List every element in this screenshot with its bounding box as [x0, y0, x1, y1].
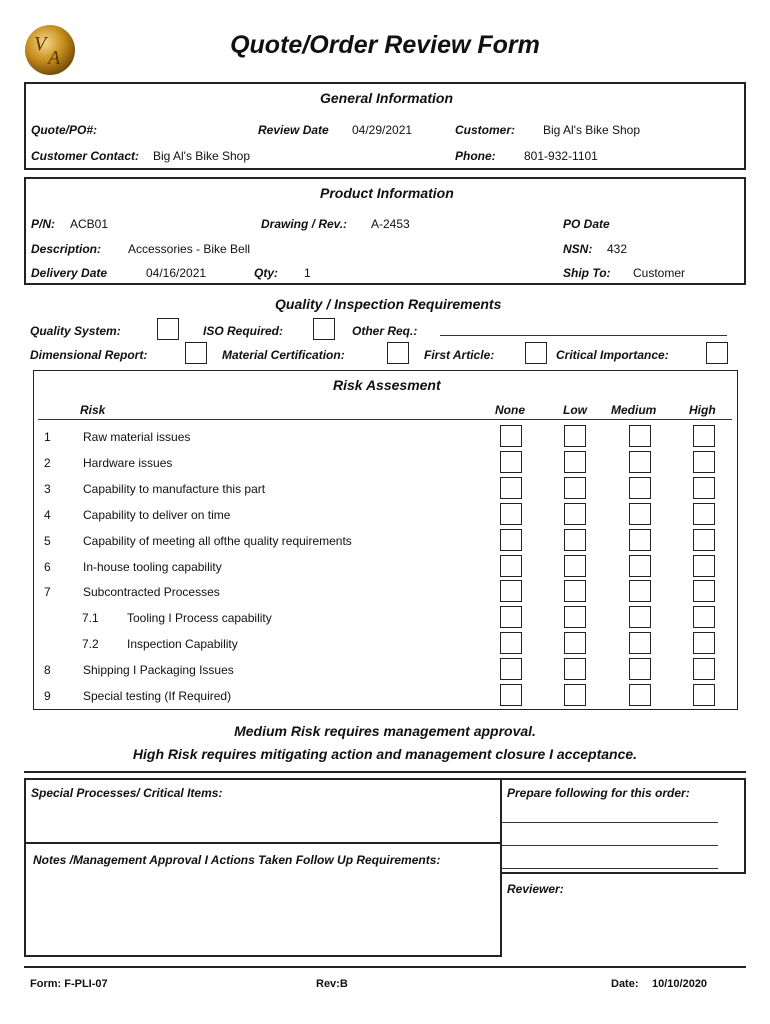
- customer-contact-value[interactable]: Big Al's Bike Shop: [153, 149, 251, 163]
- risk-medium-checkbox[interactable]: [629, 684, 651, 706]
- quote-po-label: Quote/PO#:: [31, 123, 98, 137]
- risk-row-label: Inspection Capability: [127, 637, 238, 652]
- special-processes-label: Special Processes/ Critical Items:: [31, 786, 223, 800]
- critical-importance-checkbox[interactable]: [706, 342, 728, 364]
- risk-row-label: In-house tooling capability: [83, 559, 222, 574]
- prepare-label: Prepare following for this order:: [507, 786, 690, 800]
- risk-high-checkbox[interactable]: [693, 632, 715, 654]
- risk-low-checkbox[interactable]: [564, 477, 586, 499]
- medium-column-header: Medium: [611, 403, 657, 417]
- risk-medium-checkbox[interactable]: [629, 503, 651, 525]
- svg-text:V: V: [34, 33, 47, 55]
- quality-heading: Quality / Inspection Requirements: [275, 296, 502, 312]
- footer-date-value: 10/10/2020: [652, 978, 708, 990]
- risk-row-label: Capability to deliver on time: [83, 507, 231, 522]
- risk-row-label: Hardware issues: [83, 455, 173, 470]
- form-number: Form: F-PLI-07: [30, 978, 108, 990]
- pn-value[interactable]: ACB01: [70, 217, 109, 231]
- dimensional-report-checkbox[interactable]: [185, 342, 207, 364]
- risk-row-label: Subcontracted Processes: [83, 585, 220, 600]
- risk-low-checkbox[interactable]: [564, 529, 586, 551]
- risk-low-checkbox[interactable]: [564, 555, 586, 577]
- risk-low-checkbox[interactable]: [564, 684, 586, 706]
- iso-required-checkbox[interactable]: [313, 318, 335, 340]
- risk-none-checkbox[interactable]: [500, 477, 522, 499]
- risk-row-number: 9: [44, 689, 51, 703]
- risk-high-checkbox[interactable]: [693, 451, 715, 473]
- prepare-line-3[interactable]: [502, 868, 718, 869]
- risk-medium-checkbox[interactable]: [629, 451, 651, 473]
- risk-low-checkbox[interactable]: [564, 658, 586, 680]
- customer-contact-label: Customer Contact:: [31, 149, 140, 163]
- general-info-heading: General Information: [320, 90, 454, 106]
- qty-value[interactable]: 1: [304, 266, 311, 280]
- risk-row-label: Capability of meeting all ofthe quality requirements: [83, 533, 352, 548]
- risk-row-label: Capability to manufacture this part: [83, 481, 266, 496]
- risk-medium-checkbox[interactable]: [629, 658, 651, 680]
- product-info-heading: Product Information: [320, 185, 454, 201]
- risk-none-checkbox[interactable]: [500, 425, 522, 447]
- risk-row-number: 6: [44, 559, 51, 574]
- description-value[interactable]: Accessories - Bike Bell: [128, 242, 251, 256]
- reviewer-label: Reviewer:: [507, 882, 564, 896]
- footer-date-label: Date:: [611, 978, 639, 990]
- risk-header-divider: [38, 419, 732, 420]
- risk-column-header: Risk: [80, 403, 106, 417]
- drawing-rev-value[interactable]: A-2453: [371, 217, 410, 231]
- risk-low-checkbox[interactable]: [564, 632, 586, 654]
- risk-row-label: Shipping I Packaging Issues: [83, 663, 234, 678]
- none-column-header: None: [495, 403, 525, 417]
- risk-none-checkbox[interactable]: [500, 632, 522, 654]
- risk-high-checkbox[interactable]: [693, 606, 715, 628]
- risk-high-checkbox[interactable]: [693, 477, 715, 499]
- risk-low-checkbox[interactable]: [564, 606, 586, 628]
- delivery-date-value[interactable]: 04/16/2021: [146, 266, 207, 280]
- risk-heading: Risk Assesment: [333, 377, 441, 393]
- risk-row-label: Special testing (If Required): [83, 689, 232, 703]
- po-date-label: PO Date: [563, 217, 610, 231]
- risk-none-checkbox[interactable]: [500, 503, 522, 525]
- risk-medium-checkbox[interactable]: [629, 580, 651, 602]
- svg-text:A: A: [48, 47, 61, 69]
- other-req-label: Other Req.:: [352, 324, 418, 338]
- ship-to-label: Ship To:: [563, 266, 611, 280]
- review-date-label: Review Date: [258, 123, 329, 137]
- risk-low-checkbox[interactable]: [564, 580, 586, 602]
- phone-label: Phone:: [455, 149, 496, 163]
- critical-importance-label: Critical Importance:: [556, 348, 669, 362]
- risk-low-checkbox[interactable]: [564, 451, 586, 473]
- risk-row-number: 1: [44, 430, 51, 444]
- risk-row-number: 3: [44, 481, 51, 496]
- quality-system-label: Quality System:: [30, 324, 121, 338]
- risk-high-checkbox[interactable]: [693, 503, 715, 525]
- risk-none-checkbox[interactable]: [500, 606, 522, 628]
- iso-required-label: ISO Required:: [203, 324, 284, 338]
- nsn-label: NSN:: [563, 242, 593, 256]
- material-cert-checkbox[interactable]: [387, 342, 409, 364]
- risk-none-checkbox[interactable]: [500, 684, 522, 706]
- page-title: Quote/Order Review Form: [230, 31, 540, 59]
- first-article-label: First Article:: [424, 348, 495, 362]
- quality-system-checkbox[interactable]: [157, 318, 179, 340]
- risk-medium-checkbox[interactable]: [629, 632, 651, 654]
- risk-none-checkbox[interactable]: [500, 451, 522, 473]
- risk-high-checkbox[interactable]: [693, 658, 715, 680]
- risk-none-checkbox[interactable]: [500, 580, 522, 602]
- low-column-header: Low: [563, 403, 587, 417]
- risk-none-checkbox[interactable]: [500, 555, 522, 577]
- risk-row-number: 2: [44, 455, 51, 470]
- description-label: Description:: [31, 242, 102, 256]
- risk-high-checkbox[interactable]: [693, 580, 715, 602]
- pn-label: P/N:: [31, 217, 55, 231]
- risk-medium-checkbox[interactable]: [629, 477, 651, 499]
- high-risk-note: High Risk requires mitigating action and management closure I acceptance.: [132, 746, 638, 762]
- material-cert-label: Material Certification:: [222, 348, 345, 362]
- risk-row-label: Tooling I Process capability: [127, 611, 272, 626]
- phone-value[interactable]: 801-932-1101: [524, 149, 598, 163]
- section-divider: [24, 771, 746, 773]
- risk-none-checkbox[interactable]: [500, 529, 522, 551]
- ship-to-value[interactable]: Customer: [633, 266, 686, 280]
- risk-high-checkbox[interactable]: [693, 555, 715, 577]
- revision: Rev:B: [316, 978, 348, 990]
- risk-row-number: 7.1: [82, 611, 99, 626]
- delivery-date-label: Delivery Date: [31, 266, 108, 280]
- customer-label: Customer:: [455, 123, 516, 137]
- risk-high-checkbox[interactable]: [693, 529, 715, 551]
- medium-risk-note: Medium Risk requires management approval.: [234, 723, 536, 739]
- risk-medium-checkbox[interactable]: [629, 425, 651, 447]
- risk-row-number: 7: [44, 585, 51, 600]
- risk-row-number: 5: [44, 533, 51, 548]
- risk-high-checkbox[interactable]: [693, 684, 715, 706]
- risk-low-checkbox[interactable]: [564, 503, 586, 525]
- other-req-input-line[interactable]: [440, 335, 727, 336]
- risk-medium-checkbox[interactable]: [629, 529, 651, 551]
- risk-row-label: Raw material issues: [83, 430, 191, 444]
- high-column-header: High: [689, 403, 716, 417]
- drawing-rev-label: Drawing / Rev.:: [261, 217, 348, 231]
- prepare-line-1[interactable]: [502, 822, 718, 823]
- nsn-value[interactable]: 432: [607, 242, 628, 256]
- review-date-value[interactable]: 04/29/2021: [352, 123, 413, 137]
- risk-medium-checkbox[interactable]: [629, 555, 651, 577]
- notes-label: Notes /Management Approval I Actions Taken Follow Up Requirements:: [33, 853, 441, 867]
- risk-row-number: 7.2: [82, 637, 99, 652]
- dimensional-report-label: Dimensional Report:: [30, 348, 148, 362]
- customer-value[interactable]: Big Al's Bike Shop: [543, 123, 641, 137]
- qty-label: Qty:: [254, 266, 278, 280]
- risk-none-checkbox[interactable]: [500, 658, 522, 680]
- footer-divider: [24, 966, 746, 968]
- first-article-checkbox[interactable]: [525, 342, 547, 364]
- risk-row-number: 4: [44, 507, 51, 522]
- risk-row-number: 8: [44, 663, 51, 678]
- prepare-line-2[interactable]: [502, 845, 718, 846]
- risk-low-checkbox[interactable]: [564, 425, 586, 447]
- risk-medium-checkbox[interactable]: [629, 606, 651, 628]
- risk-high-checkbox[interactable]: [693, 425, 715, 447]
